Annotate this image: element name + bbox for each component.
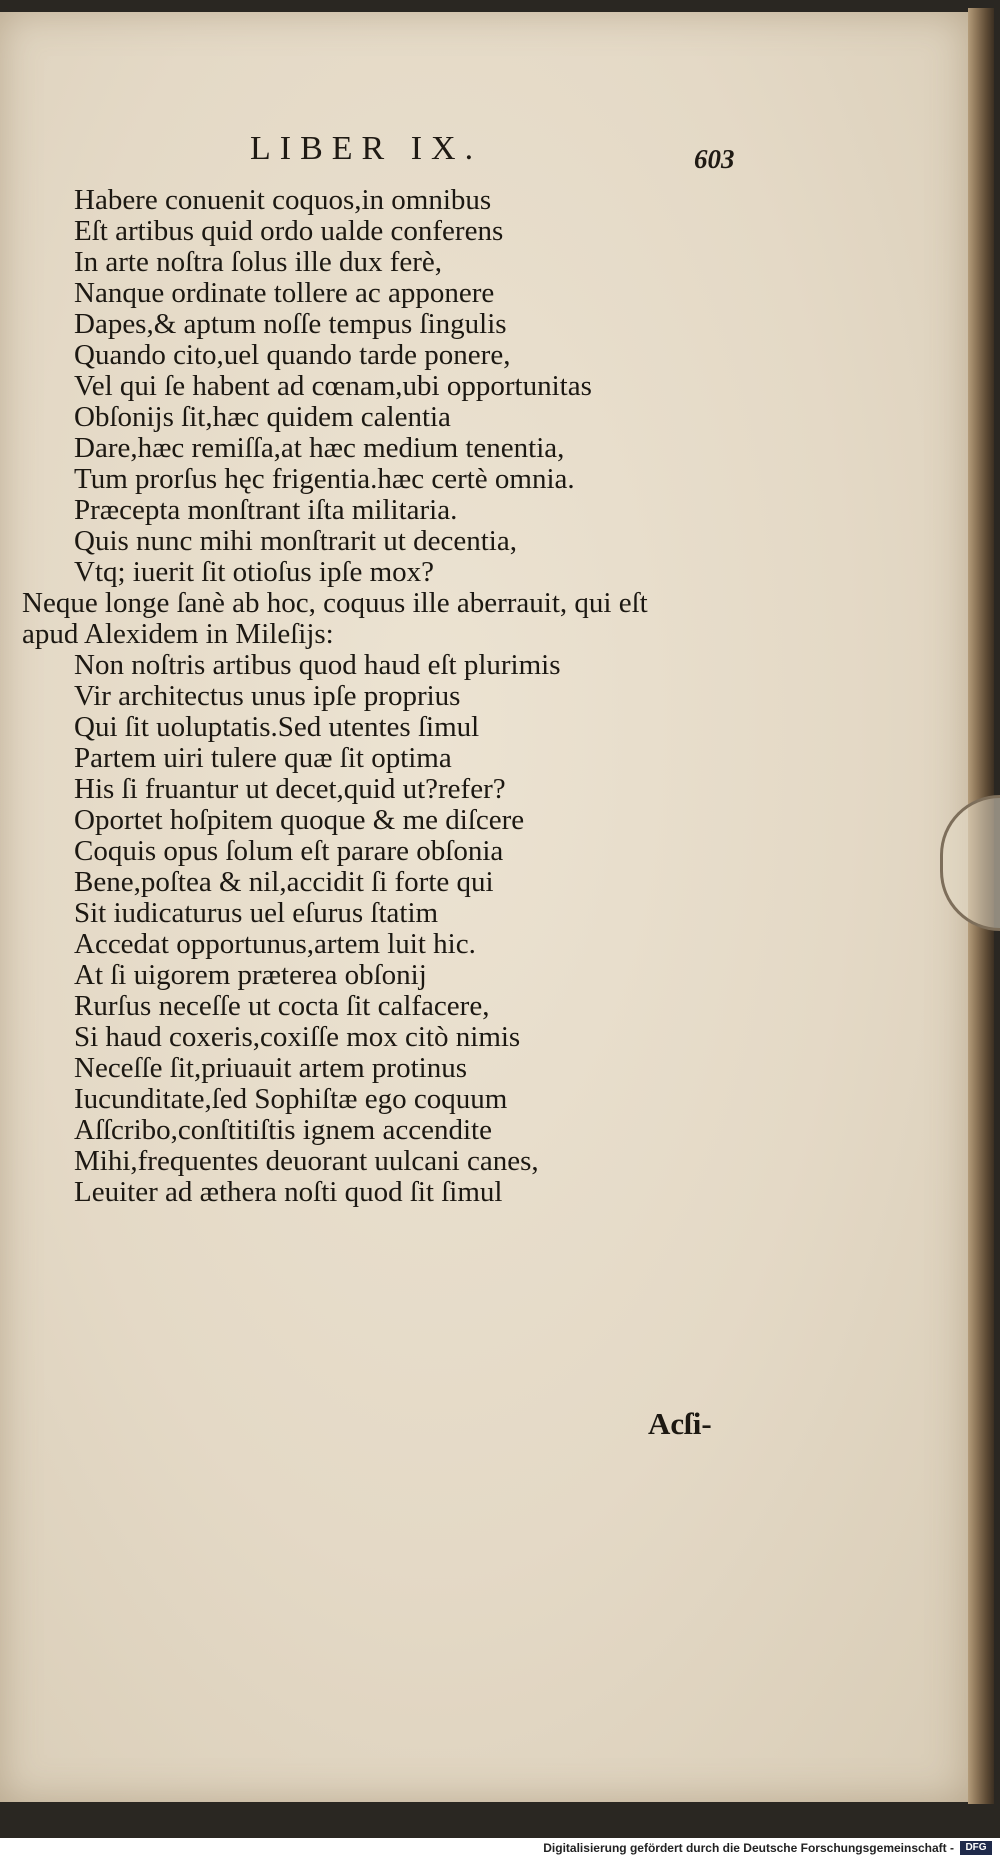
verse-line: In arte noſtra ſolus ille dux ferè, xyxy=(74,246,443,278)
verse-line: Iucunditate,ſed Sophiſtæ ego coquum xyxy=(74,1083,508,1115)
verse-line: Leuiter ad æthera noſti quod ſit ſimul xyxy=(74,1176,503,1208)
page-number: 603 xyxy=(694,144,735,174)
digitization-footer xyxy=(0,1838,1000,1859)
verse-line: Si haud coxeris,coxiſſe mox citò nimis xyxy=(74,1021,521,1053)
catchword: Acſi- xyxy=(648,1406,712,1441)
dfg-logo-icon: DFG xyxy=(960,1841,992,1855)
verse-line: Partem uiri tulere quæ ſit optima xyxy=(74,742,452,774)
verse-line: Vel qui ſe habent ad cœnam,ubi opportunitas xyxy=(74,370,592,402)
verse-line: Non noſtris artibus quod haud eſt plurimis xyxy=(74,649,561,681)
verse-line: Dapes,& aptum noſſe tempus ſingulis xyxy=(74,308,507,340)
verse-line: Vtq; iuerit ſit otioſus ipſe mox? xyxy=(74,556,435,588)
running-head-title: LIBER IX. xyxy=(250,130,483,167)
verse-line: Eſt artibus quid ordo ualde conferens xyxy=(74,215,504,247)
prose-line: apud Alexidem in Mileſijs: xyxy=(22,618,334,650)
verse-line: His ſi fruantur ut decet,quid ut?refer? xyxy=(74,773,506,805)
verse-line: Nanque ordinate tollere ac apponere xyxy=(74,277,495,309)
verse-line: Vir architectus unus ipſe proprius xyxy=(74,680,461,712)
verse-line: Sit iudicaturus uel eſurus ſtatim xyxy=(74,897,439,929)
verse-line: At ſi uigorem præterea obſonij xyxy=(74,959,427,991)
funding-credit: Digitalisierung gefördert durch die Deutsche Forschungsgemeinschaft - xyxy=(543,1841,954,1855)
verse-line: Quando cito,uel quando tarde ponere, xyxy=(74,339,511,371)
verse-line: Accedat opportunus,artem luit hic. xyxy=(74,928,476,960)
verse-line: Præcepta monſtrant iſta militaria. xyxy=(74,494,458,526)
verse-line: Qui ſit uoluptatis.Sed utentes ſimul xyxy=(74,711,480,743)
verse-line: Habere conuenit coquos,in omnibus xyxy=(74,184,492,216)
verse-line: Oportet hoſpitem quoque & me diſcere xyxy=(74,804,525,836)
verse-line: Neceſſe ſit,priuauit artem protinus xyxy=(74,1052,467,1084)
verse-line: Aſſcribo,conſtitiſtis ignem accendite xyxy=(74,1114,492,1146)
book-page xyxy=(0,12,968,1802)
verse-line: Dare,hæc remiſſa,at hæc medium tenentia, xyxy=(74,432,565,464)
verse-line: Coquis opus ſolum eſt parare obſonia xyxy=(74,835,504,867)
prose-line: Neque longe ſanè ab hoc, coquus ille aberrauit, qui eſt xyxy=(22,587,648,619)
verse-line: Mihi,frequentes deuorant uulcani canes, xyxy=(74,1145,539,1177)
verse-line: Quis nunc mihi monſtrarit ut decentia, xyxy=(74,525,517,557)
verse-line: Tum prorſus hęc frigentia.hæc certè omnia. xyxy=(74,463,575,495)
verse-line: Obſonijs ſit,hæc quidem calentia xyxy=(74,401,451,433)
verse-line: Rurſus neceſſe ut cocta ſit calfacere, xyxy=(74,990,490,1022)
verse-line: Bene,poſtea & nil,accidit ſi forte qui xyxy=(74,866,494,898)
